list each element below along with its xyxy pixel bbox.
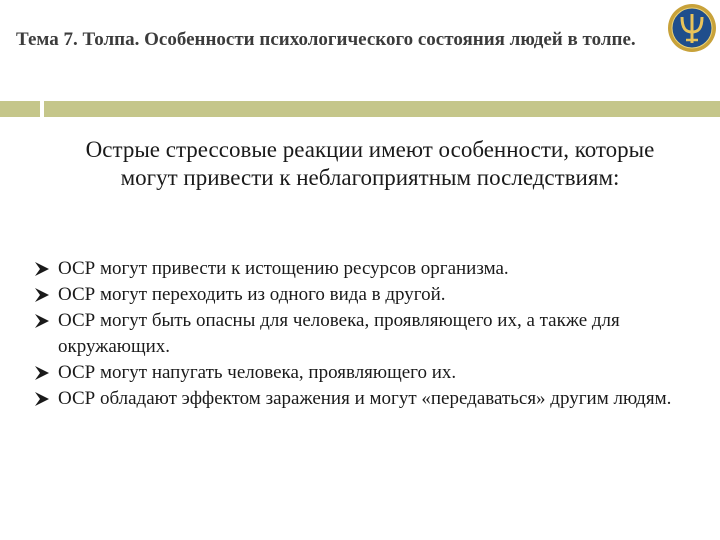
- slide-heading: Острые стрессовые реакции имеют особенности, которые могут привести к неблагоприятным последствиям:: [85, 137, 655, 190]
- slide-title: Тема 7. Толпа. Особенности психологического состояния людей в толпе.: [16, 29, 636, 50]
- list-item: [32, 386, 692, 412]
- bullet-text: ОСР могут быть опасны для человека, проявляющего их, а также для окружающих.: [58, 310, 620, 357]
- arrow-bullet-icon: [32, 282, 52, 308]
- arrow-bullet-icon: [32, 360, 52, 386]
- list-item: [32, 256, 692, 282]
- bullet-text: ОСР могут напугать человека, проявляющего их.: [58, 362, 457, 383]
- arrow-bullet-icon: [32, 386, 52, 412]
- bullet-text: ОСР обладают эффектом заражения и могут «передаваться» другим людям.: [58, 388, 672, 409]
- arrow-bullet-icon: [32, 308, 52, 334]
- arrow-bullet-icon: [32, 256, 52, 282]
- list-item: [32, 282, 692, 308]
- bullet-text: ОСР могут переходить из одного вида в другой.: [58, 284, 446, 305]
- list-item: [32, 360, 692, 386]
- psi-emblem-logo: [667, 3, 717, 53]
- bullet-text: ОСР могут привести к истощению ресурсов организма.: [58, 258, 509, 279]
- accent-bar-right: [44, 101, 720, 117]
- accent-bar-left: [0, 101, 40, 117]
- bullet-list: [32, 256, 692, 412]
- list-item: [32, 308, 692, 360]
